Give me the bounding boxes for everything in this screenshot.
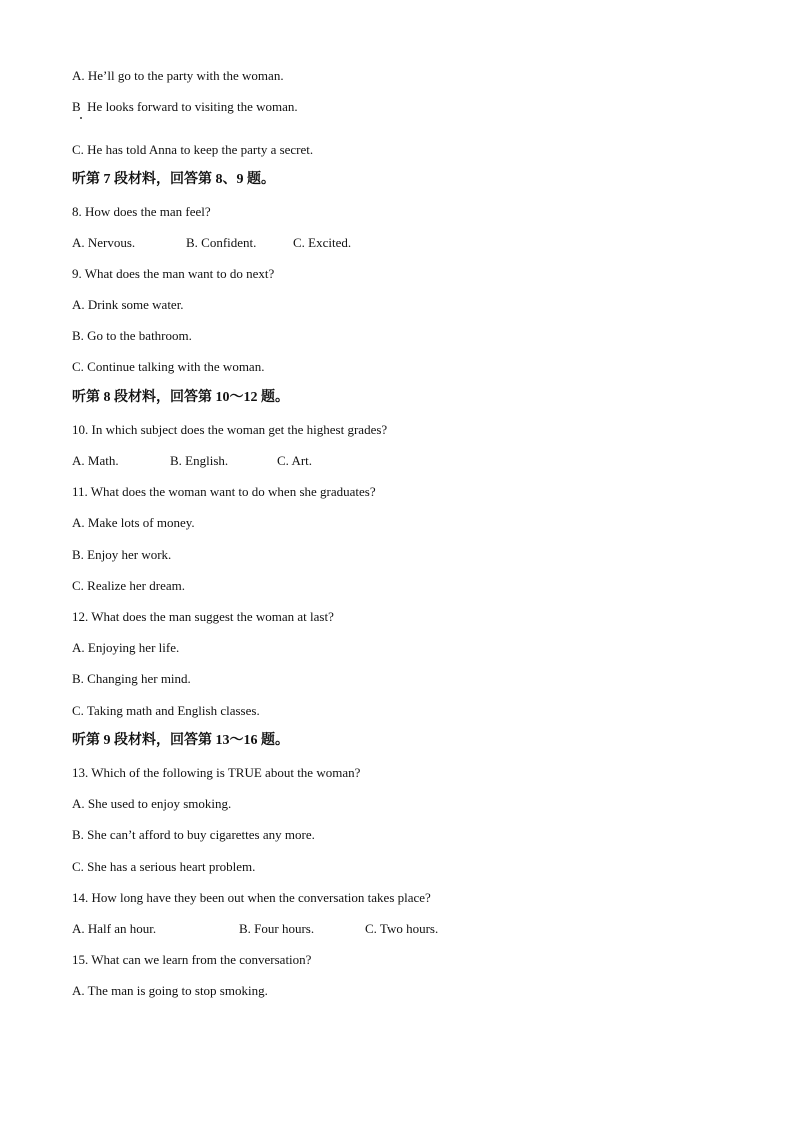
q13-option-c: C. She has a serious heart problem.	[72, 859, 256, 874]
q10-option-c: C. Art.	[277, 453, 313, 468]
q8-option-c: C. Excited.	[293, 235, 352, 250]
q7-option-b: B He looks forward to visiting the woman.	[72, 99, 298, 114]
q7-option-a: A. He’ll go to the party with the woman.	[72, 68, 284, 83]
q14-option-c: C. Two hours.	[365, 921, 439, 936]
section-heading-9: 听第 9 段材料，回答第 13～16 题。	[72, 733, 289, 748]
q11-option-a: A. Make lots of money.	[72, 515, 195, 530]
q14-option-a: A. Half an hour.	[72, 921, 157, 936]
q10-option-b: B. English.	[170, 453, 229, 468]
question-13: 13. Which of the following is TRUE about the woman?	[72, 765, 361, 780]
q12-option-c: C. Taking math and English classes.	[72, 703, 260, 718]
question-12: 12. What does the man suggest the woman at last?	[72, 609, 334, 624]
question-8: 8. How does the man feel?	[72, 204, 211, 219]
q14-option-b: B. Four hours.	[239, 921, 315, 936]
q9-option-b: B. Go to the bathroom.	[72, 328, 192, 343]
q10-option-a: A. Math.	[72, 453, 119, 468]
question-9: 9. What does the man want to do next?	[72, 266, 275, 281]
section-heading-7: 听第 7 段材料，回答第 8、9 题。	[72, 172, 275, 187]
q13-option-a: A. She used to enjoy smoking.	[72, 796, 232, 811]
section-heading-8: 听第 8 段材料，回答第 10～12 题。	[72, 390, 289, 405]
q11-option-c: C. Realize her dream.	[72, 578, 185, 593]
q9-option-a: A. Drink some water.	[72, 297, 184, 312]
q7-option-c: C. He has told Anna to keep the party a secret.	[72, 142, 314, 157]
q13-option-b: B. She can’t afford to buy cigarettes any more.	[72, 827, 315, 842]
q12-option-a: A. Enjoying her life.	[72, 640, 180, 655]
question-15: 15. What can we learn from the conversation?	[72, 952, 312, 967]
question-14: 14. How long have they been out when the conversation takes place?	[72, 890, 431, 905]
q12-option-b: B. Changing her mind.	[72, 671, 191, 686]
question-10: 10. In which subject does the woman get the highest grades?	[72, 422, 388, 437]
stray-mark	[80, 117, 82, 119]
q11-option-b: B. Enjoy her work.	[72, 547, 172, 562]
q8-option-b: B. Confident.	[186, 235, 257, 250]
q9-option-c: C. Continue talking with the woman.	[72, 359, 265, 374]
q8-option-a: A. Nervous.	[72, 235, 136, 250]
q15-option-a: A. The man is going to stop smoking.	[72, 983, 268, 998]
question-11: 11. What does the woman want to do when she graduates?	[72, 484, 376, 499]
